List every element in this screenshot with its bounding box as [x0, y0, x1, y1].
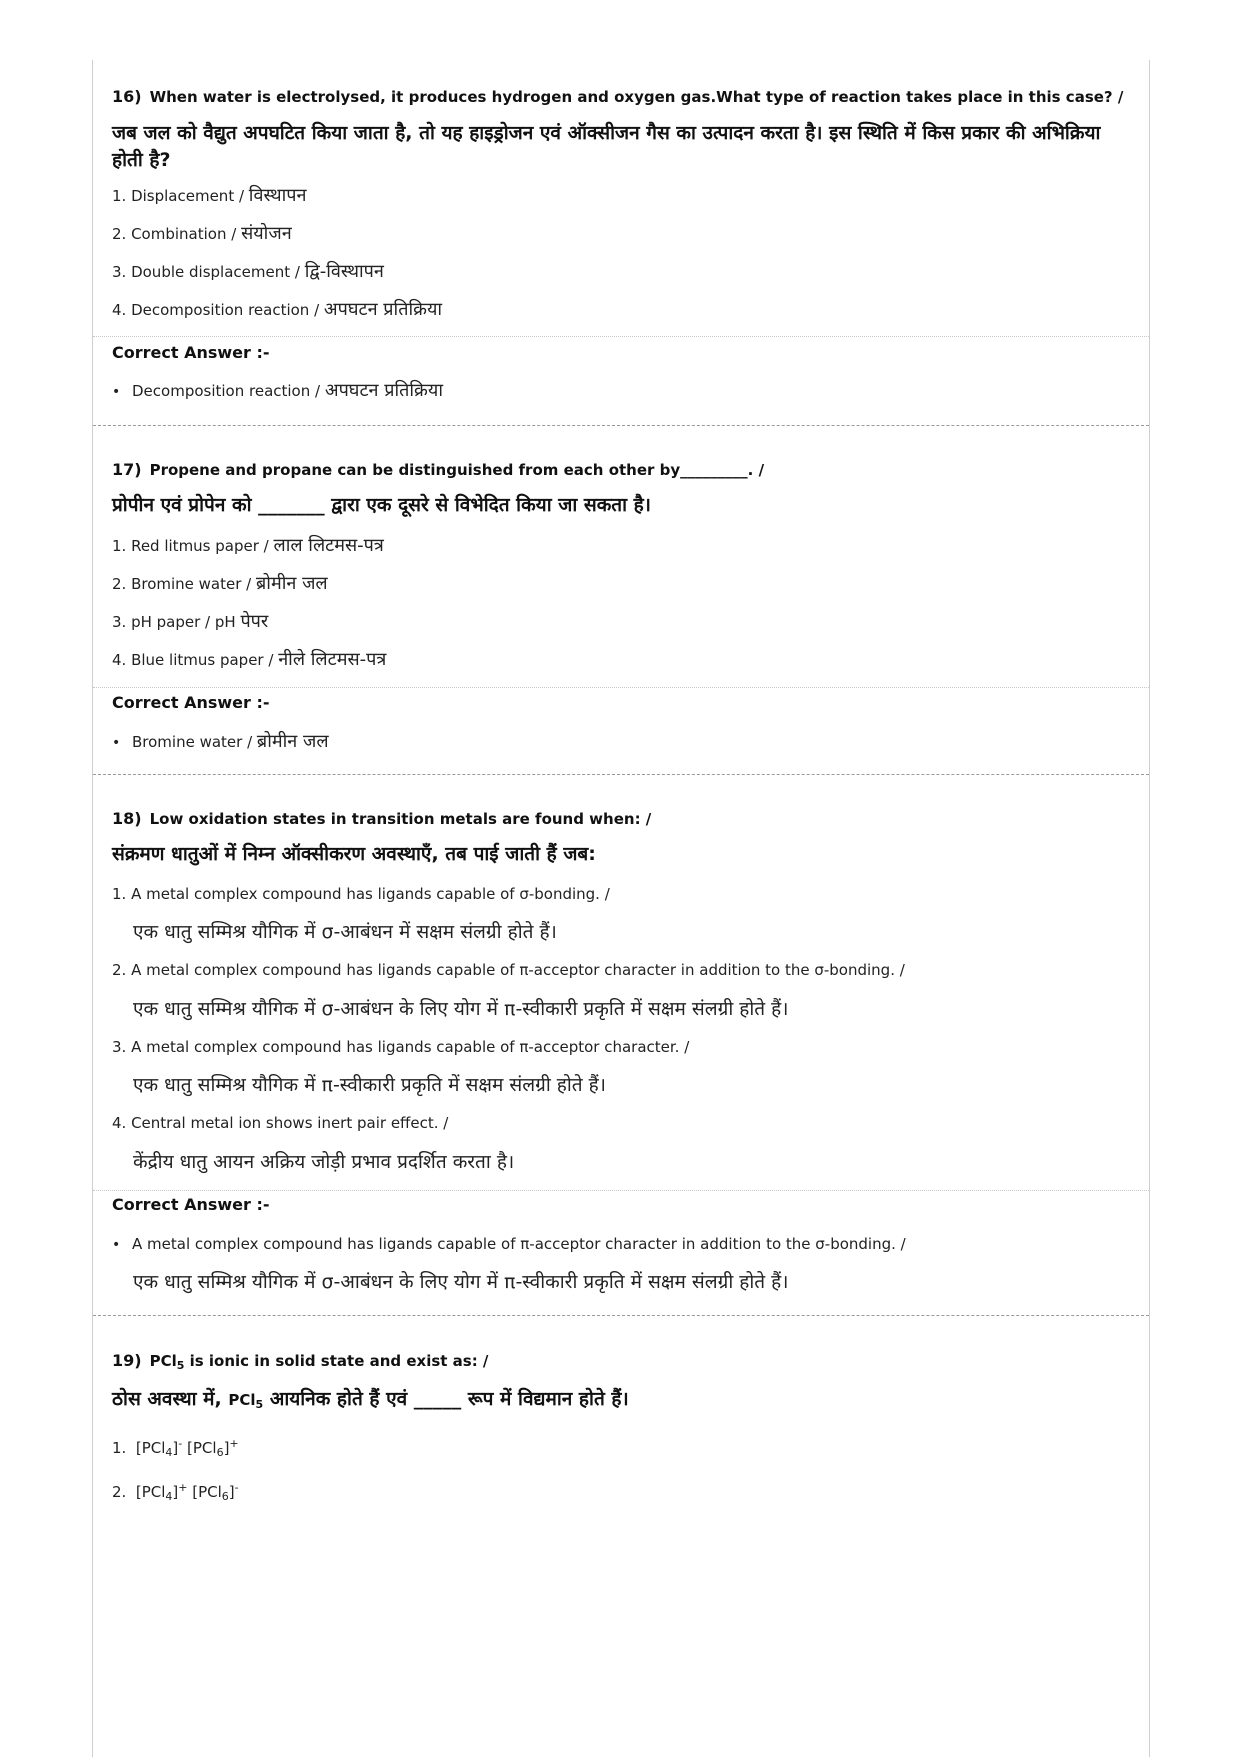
question-text-hi: जब जल को वैद्युत अपघटित किया जाता है, तो यह हाइड्रोजन एवं ऑक्सीजन गैस का उत्पादन करता है। इस स्थिति में किस प्रकार की अभिक्रिया होती है? — [112, 122, 1101, 171]
option-2: 2. Combination / संयोजन — [112, 223, 292, 244]
divider — [93, 336, 1149, 337]
divider — [93, 687, 1149, 688]
divider — [93, 1190, 1149, 1191]
correct-answer-label: Correct Answer :- — [112, 693, 270, 712]
option-4-hi: केंद्रीय धातु आयन अक्रिय जोड़ी प्रभाव प्रदर्शित करता है। — [133, 1151, 515, 1173]
option-3: 3. Double displacement / द्वि-विस्थापन — [112, 261, 384, 282]
option-2: 2. Bromine water / ब्रोमीन जल — [112, 573, 328, 594]
question-text-hi: प्रोपीन एवं प्रोपेन को _______ द्वारा एक दूसरे से विभेदित किया जा सकता है। — [112, 494, 651, 516]
question-17 — [93, 425, 1149, 775]
correct-answer: • A metal complex compound has ligands capable of π-acceptor character in addition to the σ-bonding. / — [112, 1235, 906, 1253]
question-19 — [93, 1315, 1149, 1757]
option-2: 2. A metal complex compound has ligands capable of π-acceptor character in addition to the σ-bonding. / — [112, 961, 905, 979]
question-number: 16) — [112, 87, 142, 106]
question-header: 19) PCl$_5$ is ionic in solid state and exist as: / — [112, 1351, 489, 1372]
question-number: 19) — [112, 1351, 142, 1370]
question-sheet — [92, 60, 1150, 1757]
option-1: 1. [PCl$_4$]- [PCl$_6$]+ — [112, 1437, 239, 1459]
option-4: 4. Decomposition reaction / अपघटन प्रतिक्रिया — [112, 299, 443, 320]
option-4: 4. Blue litmus paper / नीले लिटमस-पत्र — [112, 649, 387, 670]
option-1: 1. Displacement / विस्थापन — [112, 185, 307, 206]
correct-answer: • Bromine water / ब्रोमीन जल — [112, 731, 329, 752]
question-text-en: Propene and propane can be distinguished from each other by_________. / — [149, 461, 765, 479]
question-number: 18) — [112, 809, 142, 828]
option-1-hi: एक धातु सम्मिश्र यौगिक में σ-आबंधन में सक्षम संलग्री होते हैं। — [133, 921, 557, 943]
correct-answer-label: Correct Answer :- — [112, 1195, 270, 1214]
question-text-en: When water is electrolysed, it produces hydrogen and oxygen gas.What type of reaction takes place in this case? / — [149, 88, 1124, 106]
correct-answer: • Decomposition reaction / अपघटन प्रतिक्रिया — [112, 380, 443, 401]
option-4: 4. Central metal ion shows inert pair effect. / — [112, 1114, 449, 1132]
correct-answer-label: Correct Answer :- — [112, 343, 270, 362]
option-3: 3. pH paper / pH पेपर — [112, 611, 269, 632]
question-text-hi: ठोस अवस्था में, PCl$_5$ आयनिक होते हैं एवं _____ रूप में विद्यमान होते हैं। — [112, 1388, 629, 1411]
question-number: 17) — [112, 460, 142, 479]
question-header — [112, 809, 651, 828]
option-3-hi: एक धातु सम्मिश्र यौगिक में π-स्वीकारी प्रकृति में सक्षम संलग्री होते हैं। — [133, 1074, 606, 1096]
question-header — [112, 87, 1123, 106]
option-3: 3. A metal complex compound has ligands capable of π-acceptor character. / — [112, 1038, 690, 1056]
question-header — [112, 460, 764, 479]
option-1: 1. Red litmus paper / लाल लिटमस-पत्र — [112, 535, 384, 556]
question-18 — [93, 774, 1149, 1316]
option-2: 2. [PCl$_4$]+ [PCl$_6$]- — [112, 1481, 239, 1503]
question-text-hi: संक्रमण धातुओं में निम्न ऑक्सीकरण अवस्थाएँ, तब पाई जाती हैं जब: — [112, 843, 596, 865]
option-1: 1. A metal complex compound has ligands capable of σ-bonding. / — [112, 885, 610, 903]
option-2-hi: एक धातु सम्मिश्र यौगिक में σ-आबंधन के लिए योग में π-स्वीकारी प्रकृति में सक्षम संलग्री होते हैं। — [133, 998, 789, 1020]
correct-answer-hi: एक धातु सम्मिश्र यौगिक में σ-आबंधन के लिए योग में π-स्वीकारी प्रकृति में सक्षम संलग्री होते हैं। — [133, 1271, 789, 1293]
question-16 — [93, 60, 1149, 426]
question-text-en: Low oxidation states in transition metals are found when: / — [149, 810, 652, 828]
